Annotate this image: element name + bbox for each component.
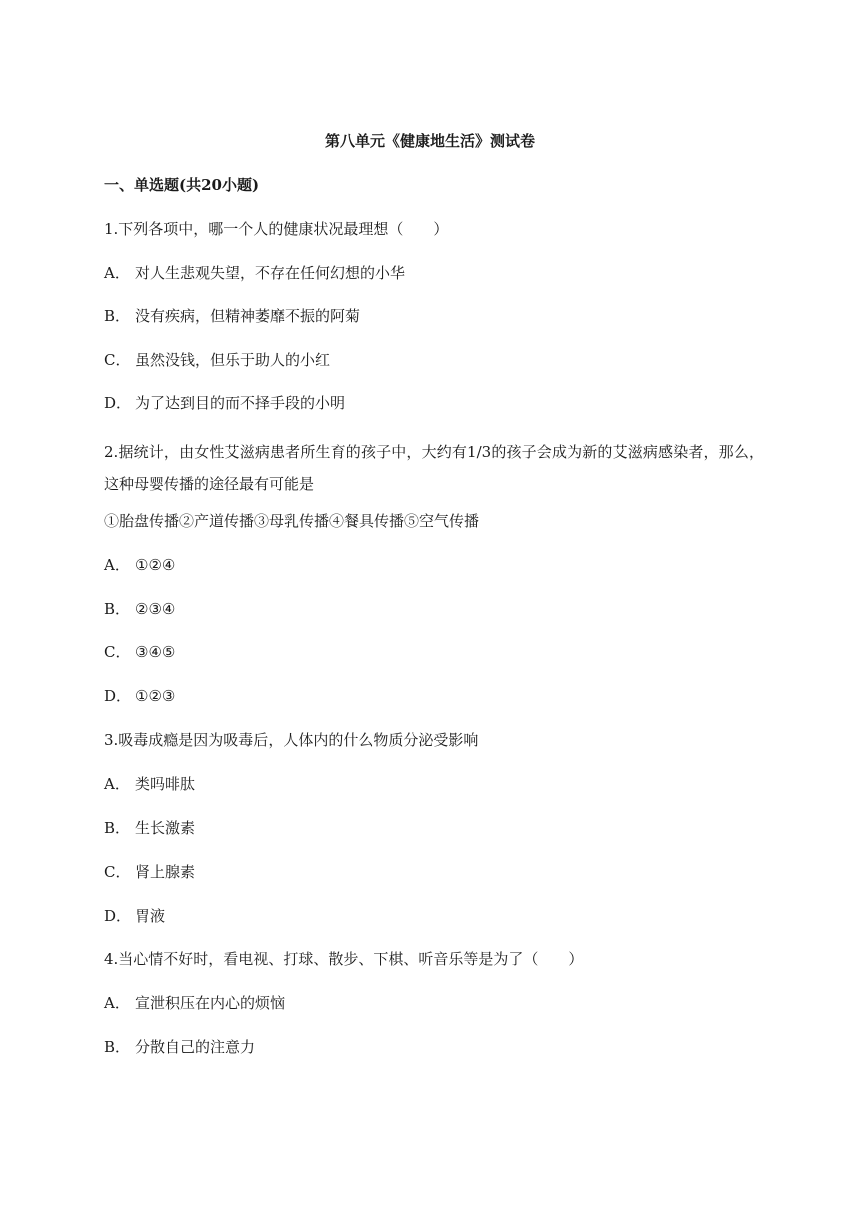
option-label: A．	[104, 264, 130, 282]
question-4-option-a	[104, 993, 285, 1013]
option-text: ①②④	[135, 556, 176, 574]
question-1-option-a	[104, 263, 405, 283]
question-3-option-a	[104, 774, 195, 794]
option-label: C．	[104, 863, 131, 881]
option-label: D．	[104, 394, 132, 412]
section-heading: 一、单选题(共20小题)	[104, 176, 260, 194]
option-label: A．	[104, 994, 130, 1012]
option-label: C．	[104, 351, 131, 369]
question-2-option-a	[104, 555, 175, 575]
question-3-option-c	[104, 862, 195, 882]
option-label: B．	[104, 1038, 131, 1056]
option-text: 类吗啡肽	[135, 775, 196, 793]
option-label: C．	[104, 643, 131, 661]
question-3-option-d	[104, 906, 165, 926]
option-text: 虽然没钱，但乐于助人的小红	[135, 351, 331, 369]
question-1-stem: 1.下列各项中，哪一个人的健康状况最理想（ ）	[104, 220, 449, 238]
option-text: 生长激素	[135, 819, 196, 837]
option-label: A．	[104, 775, 130, 793]
option-label: B．	[104, 307, 131, 325]
option-text: ①②③	[135, 687, 176, 705]
option-text: ③④⑤	[135, 643, 176, 661]
question-3-option-b	[104, 818, 195, 838]
option-label: A．	[104, 556, 130, 574]
option-text: 为了达到目的而不择手段的小明	[135, 394, 346, 412]
option-text: 没有疾病，但精神萎靡不振的阿菊	[135, 307, 361, 325]
option-text: 分散自己的注意力	[135, 1038, 256, 1056]
option-label: D．	[104, 907, 132, 925]
question-3-stem: 3.吸毒成瘾是因为吸毒后，人体内的什么物质分泌受影响	[104, 731, 479, 749]
question-2-option-c	[104, 642, 175, 662]
question-1-option-d	[104, 393, 345, 413]
option-text: 对人生悲观失望，不存在任何幻想的小华	[135, 264, 406, 282]
question-2-option-b	[104, 599, 175, 619]
question-2-stem: 2.据统计，由女性艾滋病患者所生育的孩子中，大约有1/3的孩子会成为新的艾滋病感染者，那么，这种母婴传播的途径最有可能是	[104, 443, 764, 493]
option-label: D．	[104, 687, 132, 705]
question-4-option-b	[104, 1037, 255, 1057]
option-text: 胃液	[135, 907, 166, 925]
question-2-sub: ①胎盘传播②产道传播③母乳传播④餐具传播⑤空气传播	[104, 512, 480, 530]
question-4-stem: 4.当心情不好时，看电视、打球、散步、下棋、听音乐等是为了（ ）	[104, 950, 584, 968]
option-label: B．	[104, 819, 131, 837]
option-text: ②③④	[135, 600, 176, 618]
question-1-option-c	[104, 350, 330, 370]
question-2-option-d	[104, 686, 175, 706]
question-1-option-b	[104, 306, 360, 326]
option-text: 宣泄积压在内心的烦恼	[135, 994, 286, 1012]
document-title: 第八单元《健康地生活》测试卷	[324, 132, 535, 150]
option-text: 肾上腺素	[135, 863, 196, 881]
option-label: B．	[104, 600, 131, 618]
